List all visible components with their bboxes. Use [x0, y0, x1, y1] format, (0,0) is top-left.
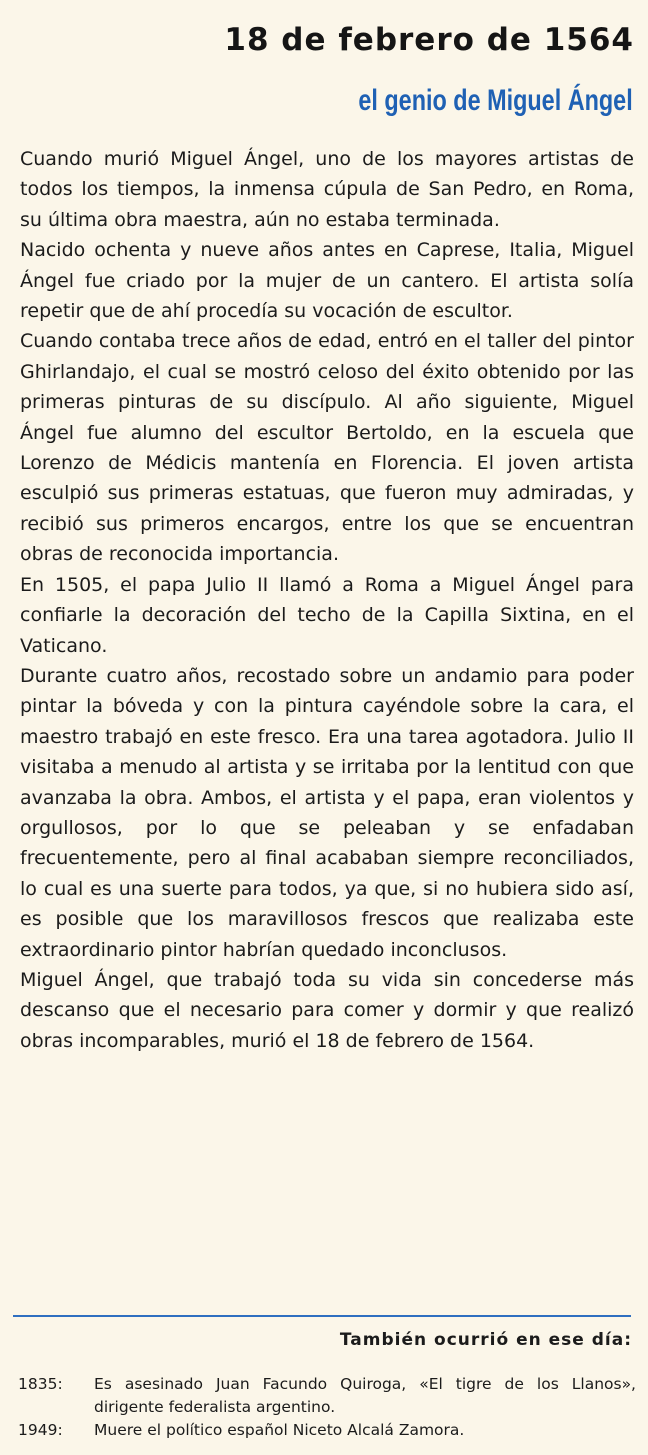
event-item	[18, 1373, 636, 1419]
article-paragraph: En 1505, el papa Julio II llamó a Roma a Miguel Ángel para confiarle la decoración del techo de la Capilla Sixtina, en el Vaticano.	[20, 573, 634, 657]
page-date-title: 18 de febrero de 1564	[224, 22, 634, 58]
event-year: 1949:	[18, 1421, 63, 1439]
article-paragraph: Miguel Ángel, que trabajó toda su vida sin concederse más descanso que el necesario para comer y dormir y que realizó obras incomparables, murió el 18 de febrero de 1564.	[20, 968, 634, 1052]
event-text: Muere el político español Niceto Alcalá Zamora.	[94, 1421, 465, 1439]
article-paragraph: Nacido ochenta y nueve años antes en Caprese, Italia, Miguel Ángel fue criado por la mujer de un cantero. El artista solía repetir que de ahí procedía su vocación de escultor.	[20, 239, 634, 323]
article-paragraph: Durante cuatro años, recostado sobre un andamio para poder pintar la bóveda y con la pintura cayéndole sobre la cara, el maestro trabajó en este fresco. Era una tarea agotadora. Julio II visitaba a menudo al artista y se irritaba por la lentitud con que avanzaba la obra. Ambos, el artista y el papa, eran violentos y orgullosos, por lo que se peleaban y se enfadaban frecuentemente, pero al final acababan siempre reconciliados, lo cual es una suerte para todos, ya que, si no hubiera sido así, es posible que los maravillosos frescos que realizaba este extraordinario pintor habrían quedado inconclusos.	[20, 664, 634, 961]
article-body	[20, 144, 634, 1056]
events-list	[18, 1373, 636, 1442]
event-item	[18, 1419, 636, 1442]
event-text: Es asesinado Juan Facundo Quiroga, «El tigre de los Llanos», dirigente federalista argentino.	[94, 1375, 636, 1416]
section-divider	[13, 1315, 631, 1317]
article-paragraph: Cuando contaba trece años de edad, entró en el taller del pintor Ghirlandajo, el cual se mostró celoso del éxito obtenido por las primeras pinturas de su discípulo. Al año siguiente, Miguel Ángel fue alumno del escultor Bertoldo, en la escuela que Lorenzo de Médicis mantenía en Florencia. El joven artista esculpió sus primeras estatuas, que fueron muy admiradas, y recibió sus primeros encargos, entre los que se encuentran obras de reconocida importancia.	[20, 330, 634, 566]
article-paragraph: Cuando murió Miguel Ángel, uno de los mayores artistas de todos los tiempos, la inmensa cúpula de San Pedro, en Roma, su última obra maestra, aún no estaba terminada.	[20, 148, 634, 231]
page-subtitle: el genio de Miguel Ángel	[358, 84, 633, 117]
also-happened-title: También ocurrió en ese día:	[339, 1330, 632, 1350]
event-year: 1835:	[18, 1375, 63, 1393]
